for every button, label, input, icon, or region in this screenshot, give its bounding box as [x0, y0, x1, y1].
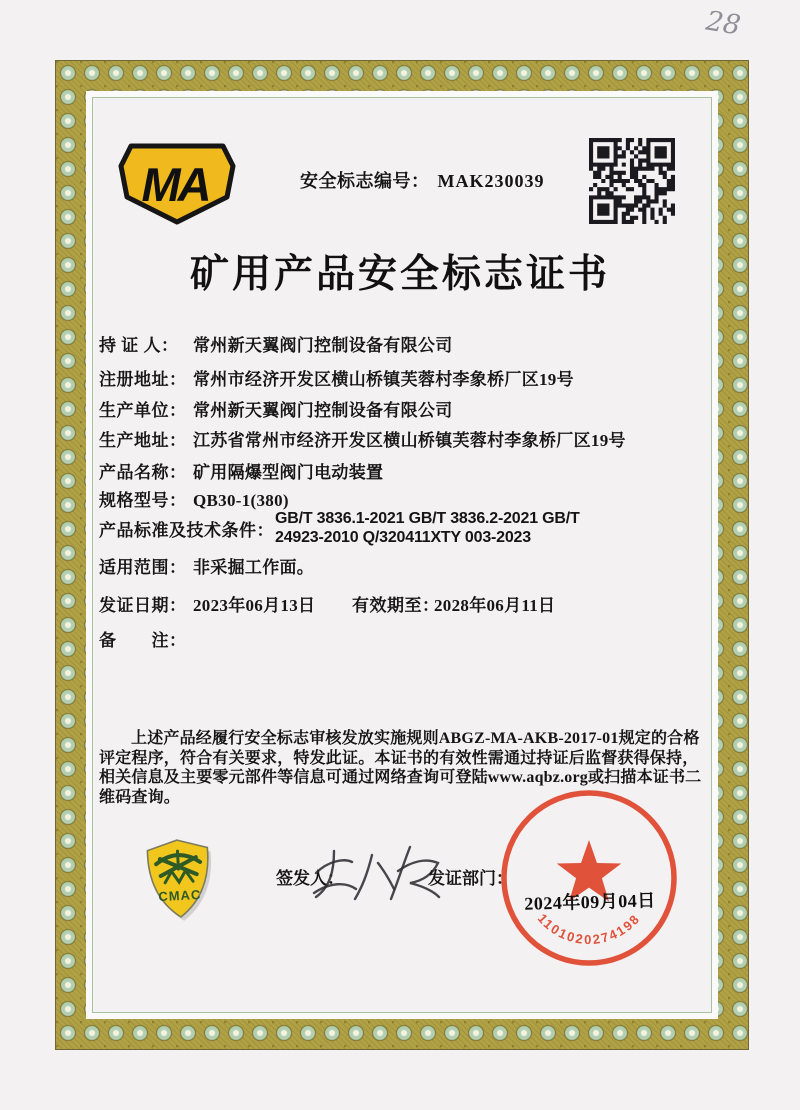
remark-label: 备 注： [99, 631, 187, 650]
field-value: GB/T 3836.1-2021 GB/T 3836.2-2021 GB/T 24923-2010 Q/320411XTY 003-2023 [275, 510, 580, 546]
field-row-product-name [99, 458, 719, 483]
field-value: QB30-1(380) [193, 491, 289, 510]
certificate-title: 矿用产品安全标志证书 [189, 253, 610, 296]
cmac-badge-text: CMAC [157, 886, 202, 905]
certificate-statement: 上述产品经履行安全标志审核发放实施规则ABGZ-MA-AKB-2017-01规定的合格评定程序，符合有关要求，特发此证。本证书的有效性需通过持证后监督获得保持，相关信息及主要零元部件等信息可通过网络查询可登陆www.aqbz.org或扫描本证书二维码查询。 [99, 730, 702, 806]
signer-label: 签发人： [276, 869, 344, 888]
field-value: 矿用隔爆型阀门电动装置 [193, 463, 384, 482]
safety-mark-number-label: 安全标志编号： [300, 171, 430, 191]
field-row-registered-address [99, 365, 719, 390]
issue-date-value: 2023年06月13日 [193, 596, 316, 615]
safety-mark-number-value: MAK230039 [437, 171, 545, 191]
field-row-production-address [99, 426, 719, 451]
official-red-seal [497, 786, 681, 970]
valid-until-value: 2028年06月11日 [434, 596, 556, 615]
field-value: 常州新天翼阀门控制设备有限公司 [193, 336, 453, 355]
seal-serial-number: 1101020274198 [534, 910, 644, 948]
ma-safety-mark-icon [116, 140, 238, 228]
field-label: 产品名称： [99, 463, 187, 482]
valid-until-label: 有效期至： [352, 596, 440, 615]
field-row-dates [99, 591, 719, 616]
field-label: 持 证 人： [99, 336, 179, 355]
field-label: 生产单位： [99, 401, 187, 420]
field-label: 适用范围： [99, 558, 187, 577]
field-row-scope [99, 553, 719, 578]
field-label: 注册地址： [99, 370, 187, 389]
field-row-remark [99, 626, 719, 651]
issue-date-stamp: 2024年09月04日 [524, 890, 657, 914]
field-row-manufacturer [99, 396, 719, 421]
handwritten-page-number: 28 [703, 5, 743, 42]
issue-date-label: 发证日期： [99, 596, 187, 615]
svg-text:1101020274198 [535, 911, 644, 947]
field-label: 规格型号： [99, 491, 187, 510]
field-row-holder [99, 331, 719, 356]
ma-logo-text: MA [141, 158, 209, 211]
field-row-standards [99, 506, 719, 550]
cmac-badge-icon [142, 836, 218, 926]
qr-code [589, 138, 675, 224]
field-value: 常州市经济开发区横山桥镇芙蓉村李象桥厂区19号 [193, 370, 574, 389]
field-value: 常州新天翼阀门控制设备有限公司 [193, 401, 453, 420]
field-value: 江苏省常州市经济开发区横山桥镇芙蓉村李象桥厂区19号 [193, 431, 626, 450]
field-label: 生产地址： [99, 431, 187, 450]
field-value: 非采掘工作面。 [193, 558, 315, 577]
issuing-department-label: 发证部门： [428, 869, 513, 888]
field-label: 产品标准及技术条件： [99, 520, 274, 540]
safety-mark-number-line [300, 167, 560, 193]
